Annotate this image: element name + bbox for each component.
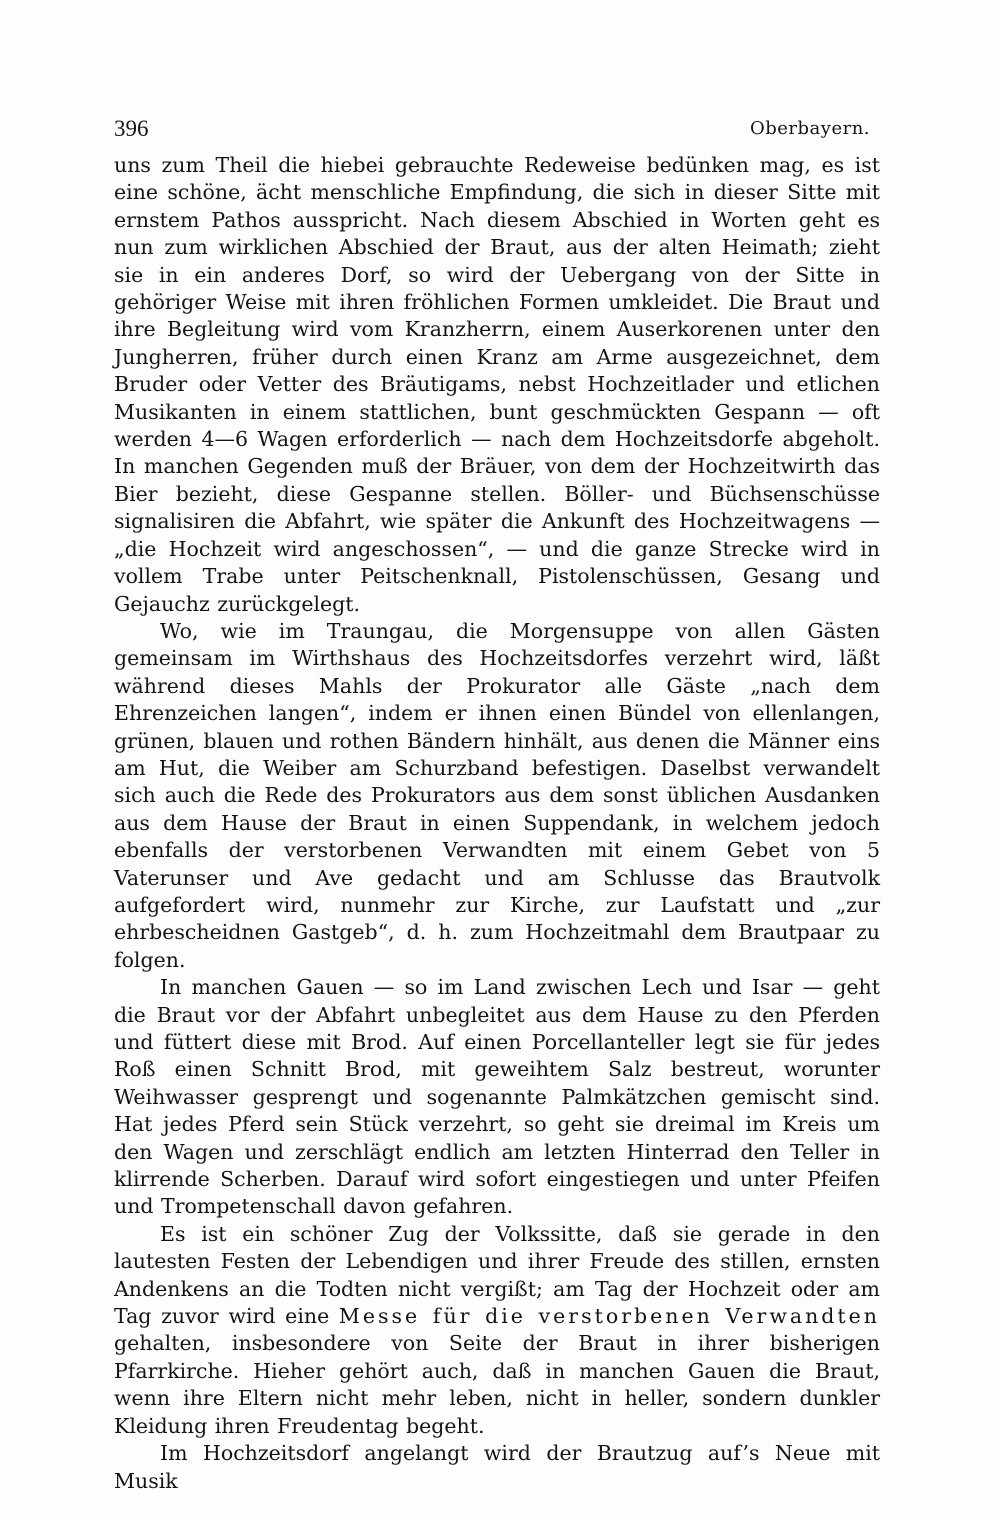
paragraph xyxy=(114,1221,880,1440)
paragraph: Wo, wie im Traungau, die Morgensuppe von allen Gästen gemeinsam im Wirthshaus des Hochzeitsdorfes verzehrt wird, läßt während dieses Mahls der Prokurator alle Gäste „nach dem Ehrenzeichen langen“, indem er ihnen einen Bündel von ellenlangen, grünen, blauen und rothen Bändern hinhält, aus denen die Männer eins am Hut, die Weiber am Schurzband befestigen. Daselbst verwandelt sich auch die Rede des Prokurators aus dem sonst üblichen Ausdanken aus dem Hause der Braut in einen Suppendank, in welchem jedoch ebenfalls der verstorbenen Verwandten mit einem Gebet von 5 Vaterunser und Ave gedacht und am Schlusse das Brautvolk aufgefordert wird, nunmehr zur Kirche, zur Laufstatt und „zur ehrbescheidnen Gastgeb“, d. h. zum Hochzeitmahl dem Brautpaar zu folgen. xyxy=(114,618,880,972)
paragraph: uns zum Theil die hiebei gebrauchte Redeweise bedünken mag, es ist eine schöne, ächt menschliche Empfindung, die sich in dieser Sitte mit ernstem Pathos ausspricht. Nach diesem Abschied in Worten geht es nun zum wirklichen Abschied der Braut, aus der alten Heimath; zieht sie in ein anderes Dorf, so wird der Uebergang von der Sitte in gehöriger Weise mit ihren fröhlichen Formen umkleidet. Die Braut und ihre Begleitung wird vom Kranzherrn, einem Auserkorenen unter den Jungherren, früher durch einen Kranz am Arme ausgezeichnet, dem Bruder oder Vetter des Bräutigams, nebst Hochzeitlader und etlichen Musikanten in einem stattlichen, bunt geschmückten Gespann — oft werden 4—6 Wagen erforderlich — nach dem Hochzeitsdorfe abgeholt. In manchen Gegenden muß der Bräuer, von dem der Hochzeitwirth das Bier bezieht, diese Gespanne stellen. Böller- und Büchsenschüsse signalisiren die Abfahrt, wie später die Ankunft des Hochzeitwagens — „die Hochzeit wird angeschossen“, — und die ganze Strecke wird in vollem Trabe unter Peitschenknall, Pistolenschüssen, Gesang und Gejauchz zurückgelegt. xyxy=(114,153,880,616)
page-header xyxy=(114,114,880,144)
page-number: 396 xyxy=(114,116,149,141)
paragraph: Im Hochzeitsdorf angelangt wird der Brautzug auf’s Neue mit Musik xyxy=(114,1441,880,1493)
body-text xyxy=(114,152,880,1495)
running-head: Oberbayern. xyxy=(749,118,871,139)
emphasized-text: Messe für die verstorbenen Verwandten xyxy=(338,1304,880,1329)
paragraph: In manchen Gauen — so im Land zwischen Lech und Isar — geht die Braut vor der Abfahrt unbegleitet aus dem Hause zu den Pferden und füttert diese mit Brod. Auf einen Porcellanteller legt sie für jedes Roß einen Schnitt Brod, mit geweihtem Salz bestreut, worunter Weihwasser gesprengt und sogenannte Palmkätzchen gemischt sind. Hat jedes Pferd sein Stück verzehrt, so geht sie dreimal im Kreis um den Wagen und zerschlägt endlich am letzten Hinterrad den Teller in klirrende Scherben. Darauf wird sofort eingestiegen und unter Pfeifen und Trompetenschall davon gefahren. xyxy=(114,975,880,1219)
paragraph-text: Es ist ein schöner Zug der Volkssitte, daß sie gerade in den lautesten Festen der Lebendigen und ihrer Freude des stillen, ernsten Andenkens an die Todten nicht vergißt; am Tag der Hochzeit oder am Tag zuvor wird eine xyxy=(114,1221,880,1329)
paragraph-text: gehalten, insbesondere von Seite der Braut in ihrer bisherigen Pfarrkirche. Hieher gehört auch, daß in manchen Gauen die Braut, wenn ihre Eltern nicht mehr leben, nicht in heller, sondern dunkler Kleidung ihren Freudentag begeht. xyxy=(114,1331,880,1438)
